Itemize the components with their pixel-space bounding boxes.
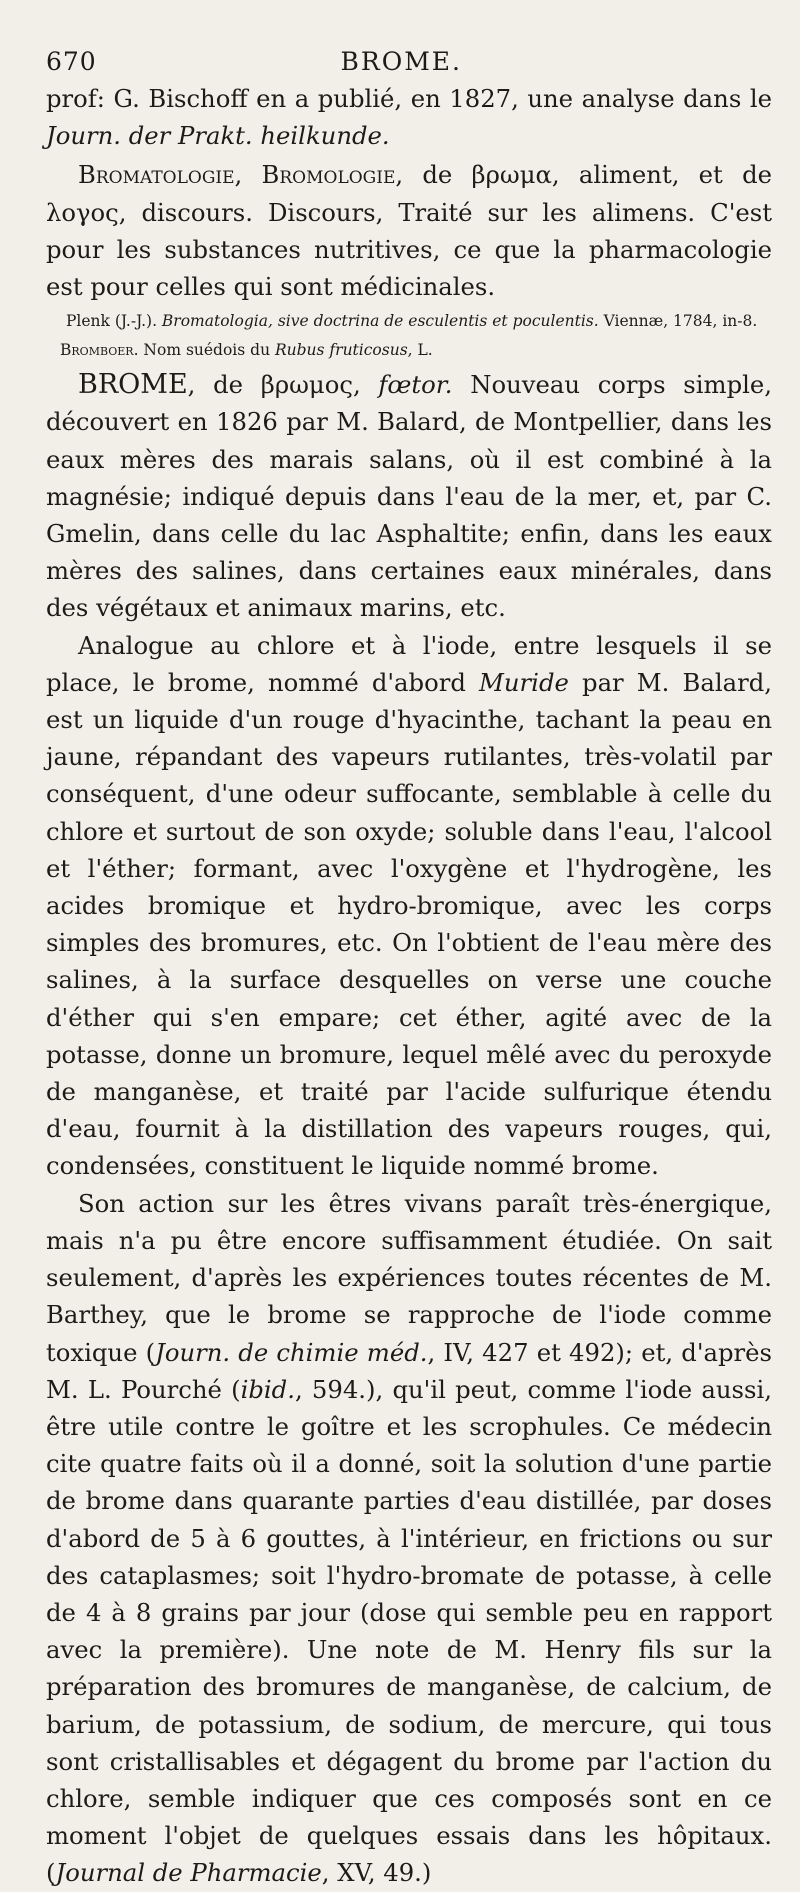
text: , 594.), qu'il peut, comme l'iode aussi, être utile contre le goître et les scrophules. Ce médecin cite quatre faits où il a donné, soit la solution d'une partie de brome dans quarante parties d'eau distillée, par doses d'abord de 5 à 6 gouttes, à l'intérieur, en frictions ou sur des cataplasmes; soit l'hydro-bromate de potasse, à celle de 4 à 8 grains par jour (dose qui semble peu en rapport avec la première). Une note de M. Henry fils sur la préparation des bromures de manganèse, de calcium, de barium, de potassium, de sodium, de mercure, qui tous sont cristallisables et dégagent du brome par l'action du chlore, semble indiquer que ces composés sont en ce moment l'objet de quelques essais dans les hôpitaux. ( [46, 1374, 772, 1888]
running-header [46, 44, 772, 80]
running-title: BROME. [340, 47, 462, 76]
entry-text: Nouveau corps simple, découvert en 1826 par M. Balard, de Montpellier, dans les eaux mères des marais salans, où il est combiné à la magnésie; indiqué depuis dans l'eau de la mer, et, par C. Gmelin, dans celle du lac Asphaltite; enfin, dans les eaux mères des salines, dans certaines eaux minérales, dans des végétaux et animaux marins, etc. [46, 370, 772, 623]
term-muride: Muride [479, 667, 569, 697]
entry-text: , L. [407, 341, 433, 360]
paragraph-intro [46, 80, 772, 154]
journal-title: Journ. de chimie méd. [155, 1337, 428, 1367]
text: , IV, 427 et 492); et, d'après M. L. Pourché ( [46, 1337, 773, 1404]
text: par M. Balard, est un liquide d'un rouge d'hyacinthe, tachant la peau en jaune, répandant des vapeurs rutilantes, très-volatil par conséquent, d'une odeur suffocante, semblable à celle du chlore et surtout de son oxyde; soluble dans l'eau, l'alcool et l'éther; formant, avec l'oxygène et l'hydrogène, les acides bromique et hydro-bromique, avec les corps simples des bromures, etc. On l'obtient de l'eau mère des salines, à la surface desquelles on verse une couche d'éther qui s'en empare; cet éther, agité avec de la potasse, donne un bromure, lequel mêlé avec du peroxyde de manganèse, et traité par l'acide sulfurique étendu d'eau, fournit à la distillation des vapeurs rouges, qui, condensées, constituent le liquide nommé brome. [46, 667, 772, 1181]
author: Plenk (J.-J.). [66, 312, 162, 331]
journal-title: Journal de Pharmacie [55, 1858, 322, 1888]
text: Son action sur les êtres vivans paraît très-énergique, mais n'a pu être encore suffisamment étudiée. On sait seulement, d'après les expériences toutes récentes de M. Barthey, que le brome se rapproche de l'iode comme toxique ( [46, 1188, 772, 1367]
text: , XV, 49.) [321, 1858, 432, 1888]
entry-brome [46, 366, 772, 626]
bibliography-plenk [66, 309, 772, 334]
etymology: fœtor. [378, 370, 453, 400]
text: Analogue au chlore et à l'iode, entre lesquels il se place, le brome, nommé d'abord [46, 630, 772, 697]
entry-term: Bromatologie, Bromologie, [78, 160, 404, 190]
entry-bromboer [60, 338, 772, 363]
book-title: Bromatologia, sive doctrina de esculentis et poculentis. [161, 312, 599, 331]
page-number: 670 [46, 47, 97, 76]
entry-text: de βρωμα, aliment, et de λογος, discours. Discours, Traité sur les alimens. C'est pour les substances nutritives, ce que la pharmacologie est pour celles qui sont médicinales. [46, 160, 772, 302]
ibid: ibid. [240, 1374, 295, 1404]
entry-text: Nom suédois du [138, 341, 275, 360]
entry-text: , de βρωμος, [187, 370, 379, 400]
paragraph-analogue [46, 627, 772, 1185]
entry-term: BROME [78, 369, 188, 401]
imprint: Viennæ, 1784, in-8. [598, 312, 758, 331]
text: prof: G. Bischoff en a publié, en 1827, une analyse dans le [46, 84, 772, 113]
entry-term: Bromboer. [60, 341, 139, 360]
species-name: Rubus fruticosus [274, 341, 408, 360]
journal-title: Journ. der Prakt. heilkunde. [46, 121, 390, 151]
paragraph-action [46, 1185, 772, 1892]
entry-bromatologie [46, 156, 772, 305]
